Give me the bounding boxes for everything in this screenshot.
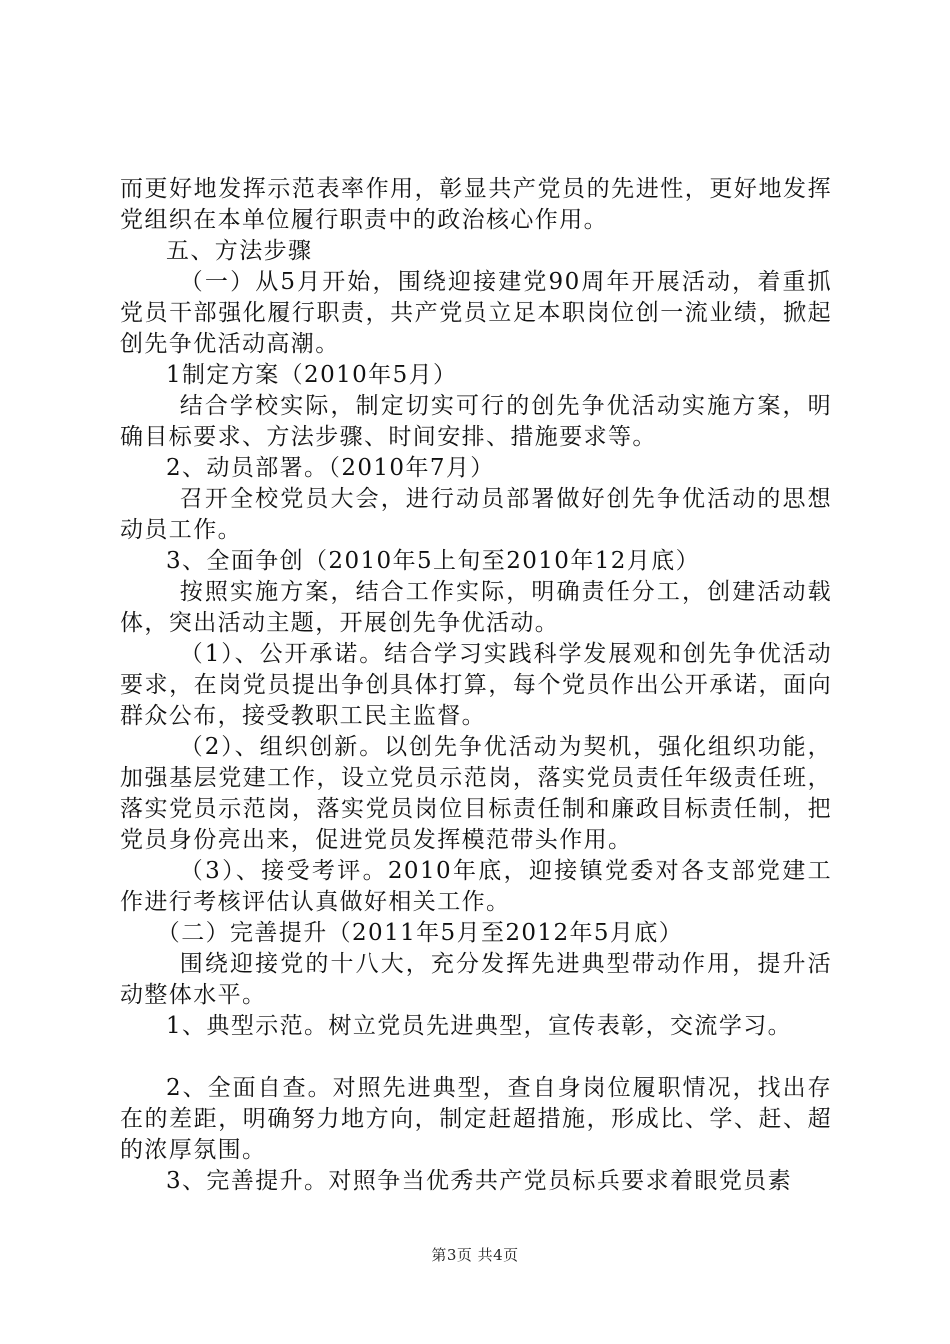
step-heading-compete: 3、全面争创（2010年5上旬至2010年12月底）: [166, 548, 700, 574]
step-heading-mobilize: 2、动员部署。（2010年7月）: [166, 455, 495, 481]
paragraph-commitment: （1）、公开承诺。结合学习实践科学发展观和创先争优活动要求，在岗党员提出争创具体打算，每个党员作出公开承诺，面向群众公布，接受教职工民主监督。: [120, 641, 832, 729]
section-heading-methods: 五、方法步骤: [166, 238, 313, 264]
page-footer: 第3页 共4页: [431, 1246, 519, 1264]
paragraph-improve: 3、完善提升。对照争当优秀共产党员标兵要求着眼党员素: [166, 1168, 793, 1194]
paragraph-phase-one: （一）从5月开始，围绕迎接建党90周年开展活动，着重抓党员干部强化履行职责，共产党员立足本职岗位创一流业绩，掀起创先争优活动高潮。: [120, 269, 832, 357]
document-body: [120, 174, 832, 1197]
paragraph-compete: 按照实施方案，结合工作实际，明确责任分工，创建活动载体，突出活动主题，开展创先争优活动。: [120, 579, 832, 636]
paragraph-plan: 结合学校实际，制定切实可行的创先争优活动实施方案，明确目标要求、方法步骤、时间安排、措施要求等。: [120, 393, 832, 450]
blank-line: [120, 1042, 832, 1073]
paragraph-congress: 围绕迎接党的十八大，充分发挥先进典型带动作用，提升活动整体水平。: [120, 951, 832, 1008]
paragraph-evaluation: （3）、接受考评。2010年底，迎接镇党委对各支部党建工作进行考核评估认真做好相关工作。: [120, 858, 832, 915]
paragraph-innovation: （2）、组织创新。以创先争优活动为契机，强化组织功能，加强基层党建工作，设立党员示范岗，落实党员责任年级责任班，落实党员示范岗，落实党员岗位目标责任制和廉政目标责任制，把党员身份亮出来，促进党员发挥模范带头作用。: [120, 734, 832, 853]
paragraph-model: 1、典型示范。树立党员先进典型，宣传表彰，交流学习。: [166, 1013, 793, 1039]
paragraph-mobilize: 召开全校党员大会，进行动员部署做好创先争优活动的思想动员工作。: [120, 486, 832, 543]
paragraph-phase-two: （二）完善提升（2011年5月至2012年5月底）: [156, 920, 684, 946]
step-heading-plan: 1制定方案（2010年5月）: [166, 362, 458, 388]
paragraph-self-check: 2、全面自查。对照先进典型，查自身岗位履职情况，找出存在的差距，明确努力地方向，制定赶超措施，形成比、学、赶、超的浓厚氛围。: [120, 1075, 832, 1163]
paragraph-continuation: 而更好地发挥示范表率作用，彰显共产党员的先进性，更好地发挥党组织在本单位履行职责中的政治核心作用。: [120, 176, 832, 233]
